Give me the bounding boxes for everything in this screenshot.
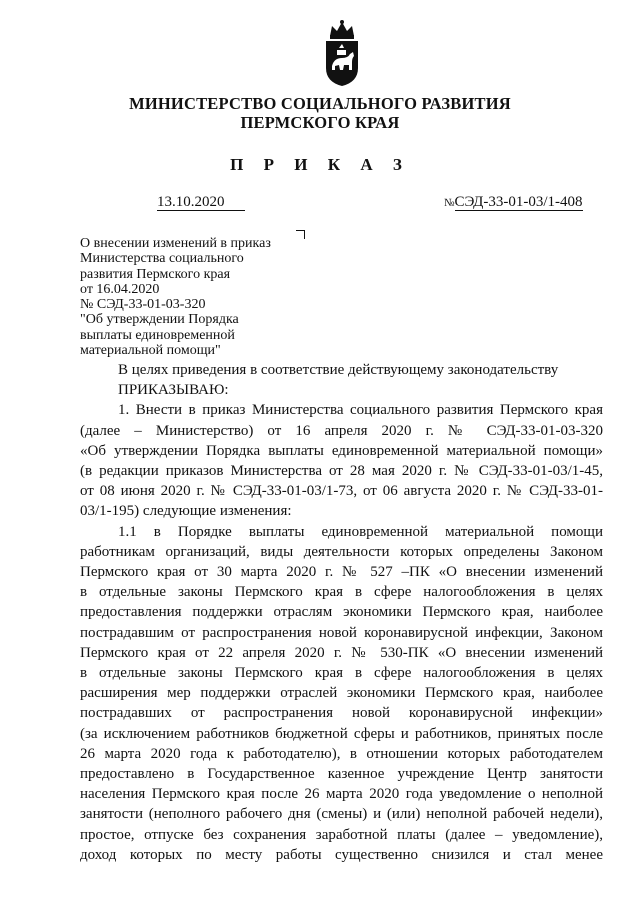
body-line: предоставлено в Государственное казенное учреждение Центр занятости: [80, 766, 603, 783]
subject-line: "Об утверждении Порядка: [80, 312, 239, 328]
ministry-title: [120, 94, 520, 132]
body-line: (за исключением работников бюджетной сферы и работников, принятых после: [80, 725, 603, 742]
subject-line: от 16.04.2020: [80, 281, 160, 297]
body-line: пострадавших от распространения новой коронавирусной инфекции»: [80, 705, 603, 722]
number-value: СЭД-33-01-03/1-408: [454, 194, 583, 210]
body-line: расширения мер поддержки отраслей экономики Пермского края, наиболее: [80, 685, 603, 702]
body-line: предоставления поддержки отраслям экономики Пермского края, наиболее: [80, 604, 603, 621]
subject-line: № СЭД-33-01-03-320: [80, 297, 206, 313]
order-word: ПРИКАЗЫВАЮ:: [118, 382, 229, 399]
body-line: пострадавшим от распространения новой коронавирусной инфекции, Законом: [80, 624, 603, 641]
subject-line: материальной помощи": [80, 343, 221, 359]
subject-line: выплаты единовременной: [80, 327, 235, 343]
ministry-title-line1: МИНИСТЕРСТВО СОЦИАЛЬНОГО РАЗВИТИЯ: [129, 94, 511, 113]
body-line: работникам организаций, виды деятельности которых определены Законом: [80, 543, 603, 560]
body-line: (в редакции приказов Министерства от 28 мая 2020 г. № СЭД-33-01-03/1-45,: [80, 463, 603, 480]
number-sign: №: [444, 197, 455, 209]
body-line: Пермского края от 22 апреля 2020 г. № 530-ПК «О внесении изменений: [80, 644, 603, 661]
coat-of-arms-icon: [322, 18, 362, 88]
body-line: простое, отпуске без сохранения заработной платы (далее – уведомление),: [80, 826, 603, 843]
body-line: «Об утверждении Порядка выплаты единовременной материальной помощи»: [80, 442, 603, 459]
subject-line: развития Пермского края: [80, 266, 231, 282]
body-line: занятости (неполного рабочего дня (смены) и (или) неполной рабочей недели),: [80, 806, 603, 823]
body-line: 26 марта 2020 года к работодателю), в отношении которых работодателем: [80, 745, 603, 762]
ministry-title-line2: ПЕРМСКОГО КРАЯ: [240, 113, 400, 132]
body-line: 1.1 в Порядке выплаты единовременной материальной помощи: [118, 523, 603, 540]
body-line: доход которых по месту работы существенно снизился и стал менее: [80, 846, 603, 863]
body-line: от 08 июня 2020 г. № СЭД-33-01-03/1-73, от 06 августа 2020 г. № СЭД-33-01-: [80, 483, 603, 500]
body-line: 03/1-195) следующие изменения:: [80, 503, 292, 520]
body-line: в отдельные законы Пермского края в сфере налогообложения в целях: [80, 584, 603, 601]
body-line: в отдельные законы Пермского края в сфере налогообложения в целях: [80, 665, 603, 682]
subject-block: [80, 236, 310, 358]
intro-line: В целях приведения в соответствие действующему законодательству: [118, 362, 559, 378]
subject-line: О внесении изменений в приказ: [80, 236, 271, 251]
body-line: 1. Внести в приказ Министерства социального развития Пермского края: [118, 402, 603, 419]
document-body: [80, 360, 603, 865]
subject-line: Министерства социального: [80, 251, 244, 267]
document-type: П Р И К А З: [230, 155, 410, 174]
body-line: населения Пермского края после 26 марта 2020 года уведомление о неполной: [80, 786, 603, 803]
body-line: Пермского края от 30 марта 2020 г. № 527 –ПК «О внесении изменений: [80, 564, 603, 581]
document-number: [444, 194, 583, 211]
document-date: 13.10.2020: [157, 194, 245, 211]
body-line: (далее – Министерство) от 16 апреля 2020 г. № СЭД-33-01-03-320: [80, 422, 603, 439]
